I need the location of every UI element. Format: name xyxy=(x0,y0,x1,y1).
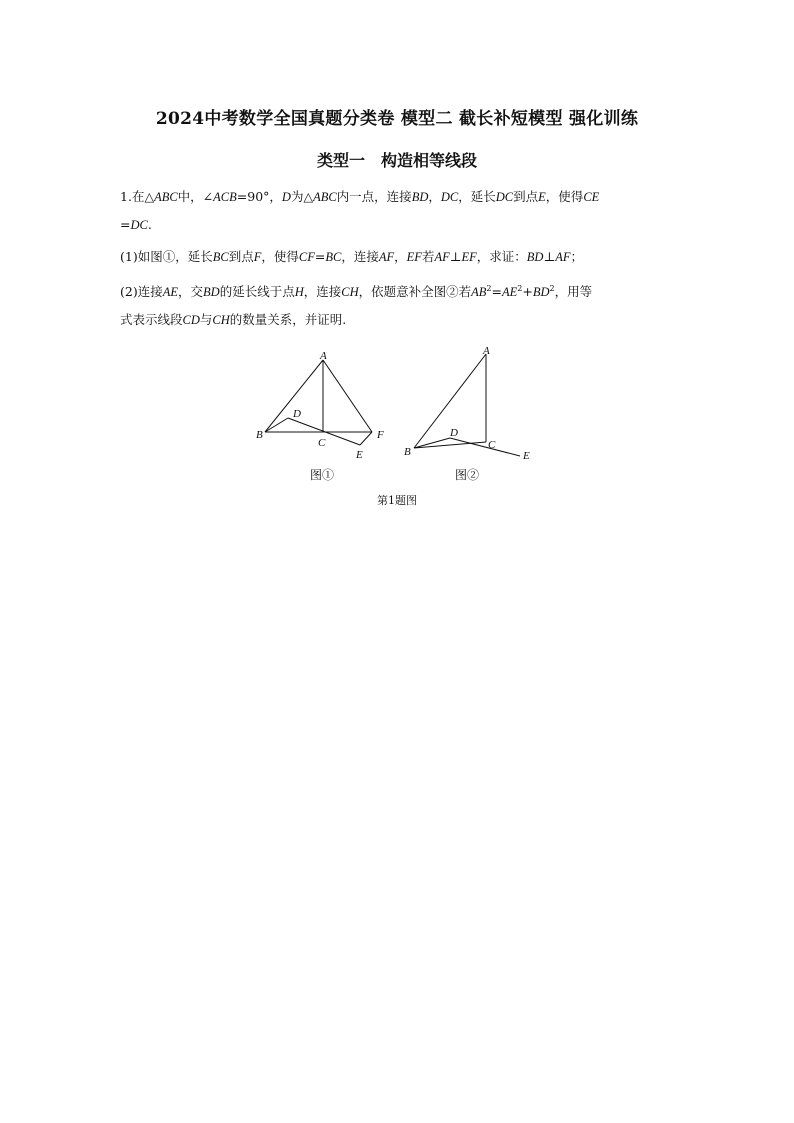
problem-part-2: (2)连接AE，交BD的延长线于点H，连接CH，依题意补全图②若$AB^2=AE^2+BD^2$，用等 式表示线段CD与CH的数量关系，并证明. xyxy=(120,284,593,328)
figure-2-caption: 图② xyxy=(455,468,480,482)
fig1-label-b: B xyxy=(256,429,263,441)
figure-1-caption: 图① xyxy=(310,468,335,482)
problem-statement: 1.在△ABC中，∠ACB=90°，D为△ABC内一点，连接BD，DC，延长DC到点E，使得CE =DC. xyxy=(120,189,600,232)
figure-1 xyxy=(265,360,372,445)
fig2-label-d: D xyxy=(450,427,458,439)
figure-caption: 第1题图 xyxy=(377,494,417,507)
page-title: 2024中考数学全国真题分类卷 模型二 截长补短模型 强化训练 xyxy=(155,109,639,129)
geometry-figures xyxy=(250,336,550,486)
problem-part-1: (1)如图①，延长BC到点F，使得CF=BC，连接AF，EF若AF⊥EF，求证：BD⊥AF； xyxy=(120,249,584,264)
section-title: 类型一 构造相等线段 xyxy=(316,151,477,170)
figure-2 xyxy=(414,354,520,456)
segment-af xyxy=(323,360,372,432)
fig1-label-a: A xyxy=(320,350,327,362)
fig1-label-e: E xyxy=(356,449,363,461)
fig1-label-d: D xyxy=(293,408,301,420)
fig2-label-b: B xyxy=(404,446,411,458)
fig2-label-a: A xyxy=(483,345,490,357)
fig1-label-f: F xyxy=(377,429,384,441)
segment-ef xyxy=(360,432,372,445)
segment-ab xyxy=(265,360,323,432)
fig2-label-c: C xyxy=(488,439,496,451)
segment-bd xyxy=(265,418,288,432)
segment-de-2 xyxy=(450,438,520,456)
fig1-label-c: C xyxy=(318,437,326,449)
fig2-label-e: E xyxy=(523,450,530,462)
